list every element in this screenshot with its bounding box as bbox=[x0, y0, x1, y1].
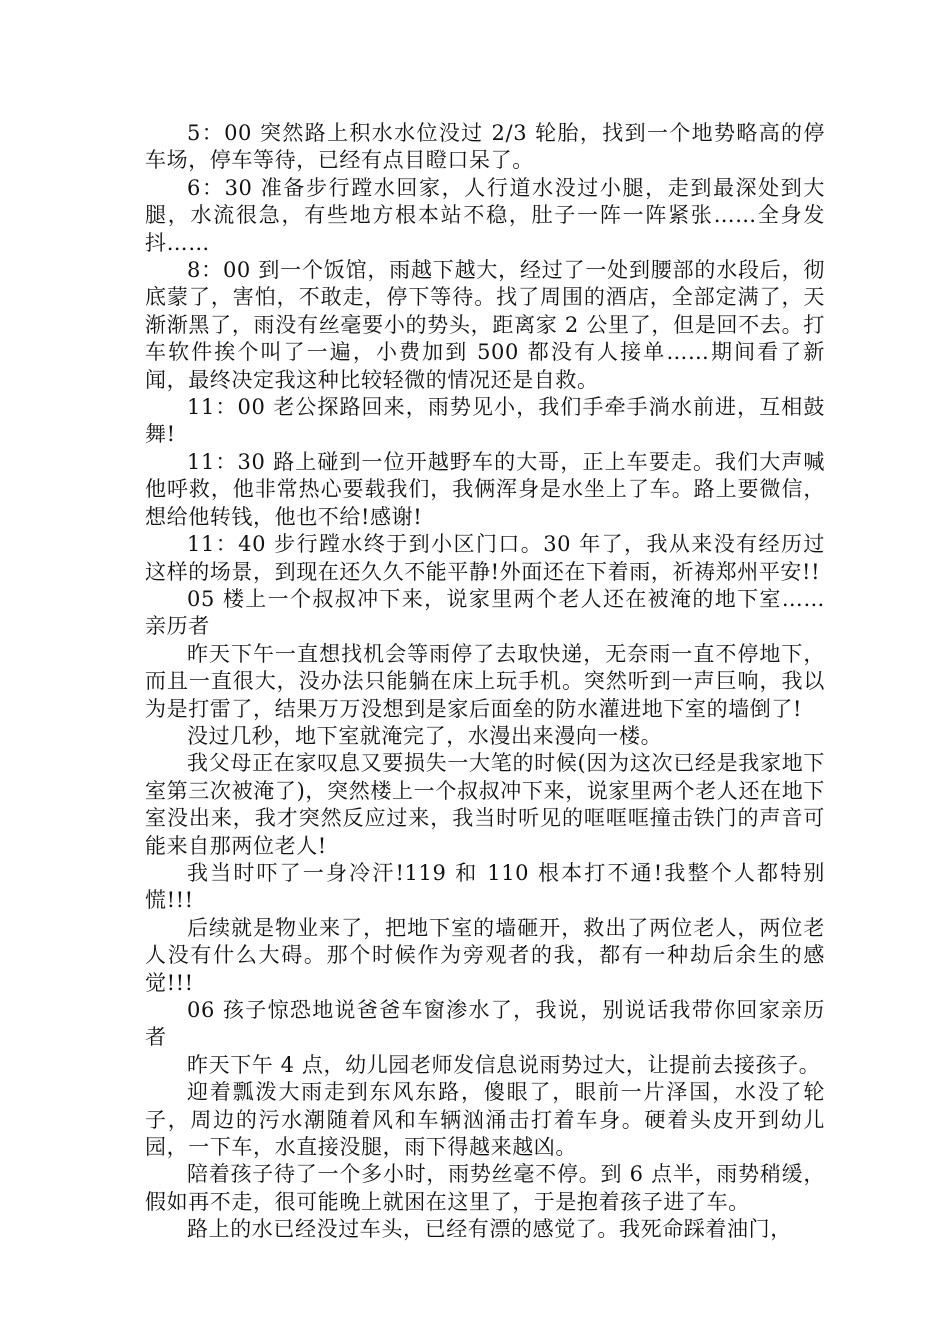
paragraph-13: 06 孩子惊恐地说爸爸车窗渗水了，我说，别说话我带你回家亲历者 bbox=[145, 998, 825, 1050]
paragraph-1: 5：00 突然路上积水水位没过 2/3 轮胎，找到一个地势略高的停车场，停车等待，已经有点目瞪口呆了。 bbox=[145, 121, 825, 173]
paragraph-11: 我当时吓了一身冷汗!119 和 110 根本打不通!我整个人都特别慌!!! bbox=[145, 860, 825, 913]
paragraph-8: 昨天下午一直想找机会等雨停了去取快递，无奈雨一直不停地下，而且一直很大，没办法只能躺在床上玩手机。突然听到一声巨响，我以为是打雷了，结果万万没想到是家后面垒的防水灌进地下室的墙倒了! bbox=[145, 641, 825, 721]
paragraph-5: 11：30 路上碰到一位开越野车的大哥，正上车要走。我们大声喊他呼救，他非常热心要载我们，我俩浑身是水坐上了车。路上要微信，想给他转钱，他也不给!感谢! bbox=[145, 449, 825, 529]
paragraph-12: 后续就是物业来了，把地下室的墙砸开，救出了两位老人，两位老人没有什么大碍。那个时候作为旁观者的我，都有一种劫后余生的感觉!!! bbox=[145, 915, 825, 995]
paragraph-16: 陪着孩子待了一个多小时，雨势丝毫不停。到 6 点半，雨势稍缓，假如再不走，很可能晚上就困在这里了，于是抱着孩子进了车。 bbox=[145, 1162, 825, 1214]
paragraph-9: 没过几秒，地下室就淹完了，水漫出来漫向一楼。 bbox=[187, 723, 663, 748]
paragraph-7: 05 楼上一个叔叔冲下来，说家里两个老人还在被淹的地下室……亲历者 bbox=[145, 586, 825, 639]
paragraph-4: 11：00 老公探路回来，雨势见小，我们手牵手淌水前进，互相鼓舞! bbox=[145, 395, 825, 447]
paragraph-3: 8：00 到一个饭馆，雨越下越大，经过了一处到腰部的水段后，彻底蒙了，害怕，不敢走，停下等待。找了周围的酒店，全部定满了，天渐渐黑了，雨没有丝毫要小的势头，距离家 2 公里了，但是回不去。打车软件挨个叫了一遍，小费加到 500 都没有人接单……期间看了新闻，最终决定我这种比较轻微的情况还是自救。 bbox=[145, 258, 825, 392]
document-body bbox=[145, 120, 825, 1244]
paragraph-6: 11：40 步行蹚水终于到小区门口。30 年了，我从来没有经历过这样的场景，到现在还久久不能平静!外面还在下着雨，祈祷郑州平安!! bbox=[145, 532, 825, 584]
paragraph-15: 迎着瓢泼大雨走到东风东路，傻眼了，眼前一片泽国，水没了轮子，周边的污水潮随着风和车辆汹涌击打着车身。硬着头皮开到幼儿园，一下车，水直接没腿，雨下得越来越凶。 bbox=[145, 1080, 825, 1160]
paragraph-14: 昨天下午 4 点，幼儿园老师发信息说雨势过大，让提前去接孩子。 bbox=[187, 1052, 821, 1077]
paragraph-17: 路上的水已经没过车头，已经有漂的感觉了。我死命踩着油门， bbox=[187, 1217, 792, 1242]
paragraph-2: 6：30 准备步行蹚水回家，人行道水没过小腿，走到最深处到大腿，水流很急，有些地方根本站不稳，肚子一阵一阵紧张……全身发抖…… bbox=[145, 175, 825, 255]
paragraph-10: 我父母正在家叹息又要损失一大笔的时候(因为这次已经是我家地下室第三次被淹了)，突然楼上一个叔叔冲下来，说家里两个老人还在地下室没出来，我才突然反应过来，我当时听见的哐哐哐撞击铁门的声音可能来自那两位老人! bbox=[145, 751, 825, 858]
